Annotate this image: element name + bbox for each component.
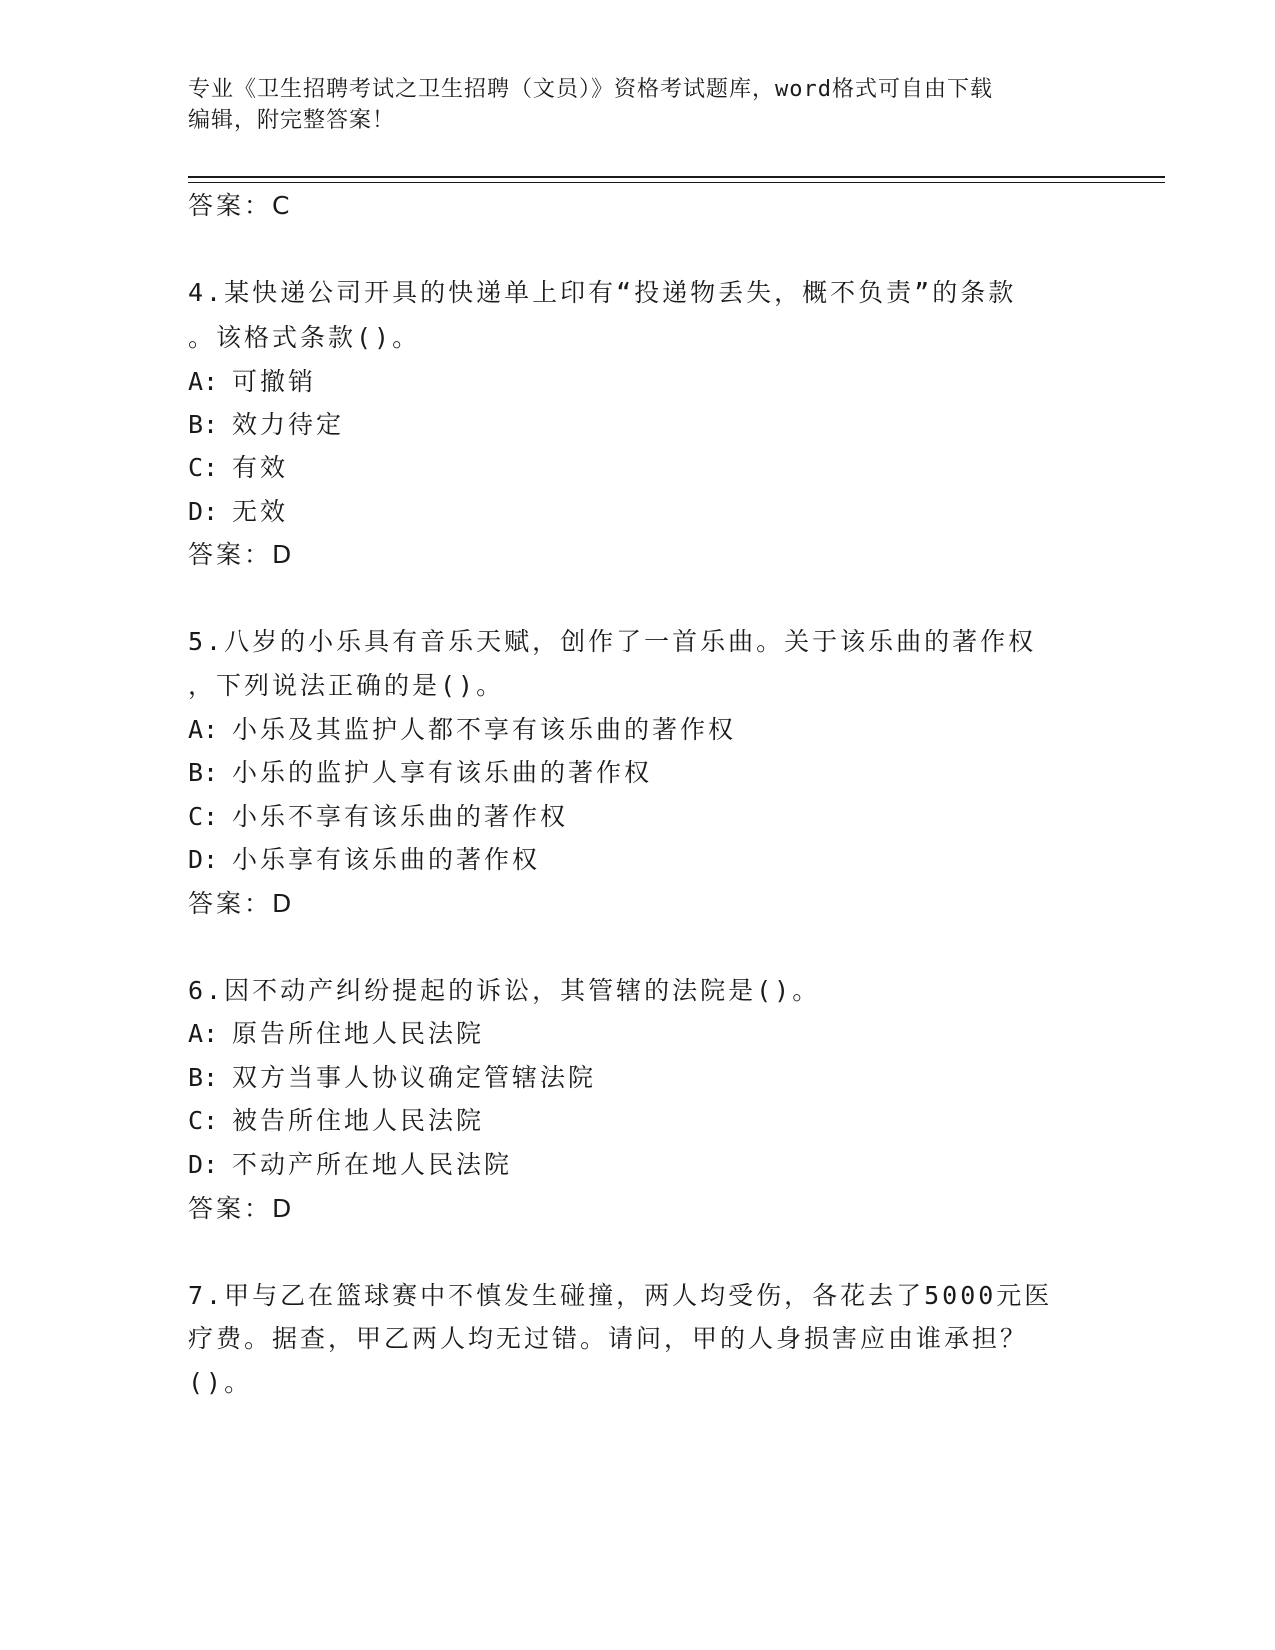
option-text: 无效 — [232, 497, 289, 526]
question-6-option-d — [188, 1145, 512, 1181]
question-4-line-2: 。该格式条款()。 — [188, 323, 421, 352]
option-key: B: — [188, 758, 219, 787]
question-4-option-b — [188, 405, 344, 441]
option-text: 不动产所在地人民法院 — [232, 1150, 513, 1179]
header-divider-thin — [188, 182, 1165, 183]
option-text: 双方当事人协议确定管辖法院 — [232, 1063, 597, 1092]
option-text: 小乐及其监护人都不享有该乐曲的著作权 — [232, 715, 737, 744]
question-4-line-1: 4.某快递公司开具的快递单上印有“投递物丢失，概不负责”的条款 — [188, 278, 1017, 307]
header-line-2: 编辑，附完整答案！ — [188, 108, 396, 133]
option-key: A: — [188, 1019, 219, 1048]
option-key: A: — [188, 367, 219, 396]
question-5-line-1: 5.八岁的小乐具有音乐天赋，创作了一首乐曲。关于该乐曲的著作权 — [188, 627, 1037, 656]
header-divider-thick — [188, 176, 1165, 178]
question-7-line-3: ()。 — [188, 1368, 253, 1397]
question-5-option-c — [188, 797, 568, 833]
option-text: 小乐不享有该乐曲的著作权 — [232, 802, 569, 831]
question-4-option-a — [188, 362, 316, 398]
option-key: B: — [188, 1063, 219, 1092]
option-key: C: — [188, 802, 219, 831]
option-text: 效力待定 — [232, 410, 345, 439]
page-header — [188, 74, 1088, 136]
option-key: C: — [188, 1106, 219, 1135]
question-6-line-1: 6.因不动产纠纷提起的诉讼，其管辖的法院是()。 — [188, 976, 821, 1005]
option-key: B: — [188, 410, 219, 439]
question-4-option-d — [188, 492, 288, 528]
question-4-option-c — [188, 448, 288, 484]
question-6-option-a — [188, 1014, 484, 1050]
question-5-line-2: ，下列说法正确的是()。 — [188, 671, 505, 700]
option-key: D: — [188, 1150, 219, 1179]
question-6-answer: 答案：D — [188, 1194, 295, 1223]
option-text: 有效 — [232, 453, 289, 482]
question-5-option-b — [188, 753, 652, 789]
question-7-line-2: 疗费。据查，甲乙两人均无过错。请问，甲的人身损害应由谁承担？ — [188, 1324, 1029, 1353]
option-text: 小乐的监护人享有该乐曲的著作权 — [232, 758, 653, 787]
option-text: 被告所住地人民法院 — [232, 1106, 485, 1135]
option-key: A: — [188, 715, 219, 744]
answer-label: 答案：C — [188, 191, 293, 220]
question-6-option-c — [188, 1101, 484, 1137]
option-key: D: — [188, 497, 219, 526]
option-key: D: — [188, 845, 219, 874]
header-line-1: 专业《卫生招聘考试之卫生招聘（文员）》资格考试题库，word格式可自由下载 — [188, 77, 993, 102]
option-text: 可撤销 — [232, 367, 317, 396]
option-key: C: — [188, 453, 219, 482]
option-text: 原告所住地人民法院 — [232, 1019, 485, 1048]
question-5-option-d — [188, 840, 540, 876]
question-5-answer: 答案：D — [188, 889, 295, 918]
question-6-option-b — [188, 1058, 596, 1094]
question-7-line-1: 7.甲与乙在篮球赛中不慎发生碰撞，两人均受伤，各花去了5000元医 — [188, 1281, 1053, 1310]
question-5-option-a — [188, 710, 736, 746]
question-4-answer: 答案：D — [188, 540, 295, 569]
option-text: 小乐享有该乐曲的著作权 — [232, 845, 541, 874]
